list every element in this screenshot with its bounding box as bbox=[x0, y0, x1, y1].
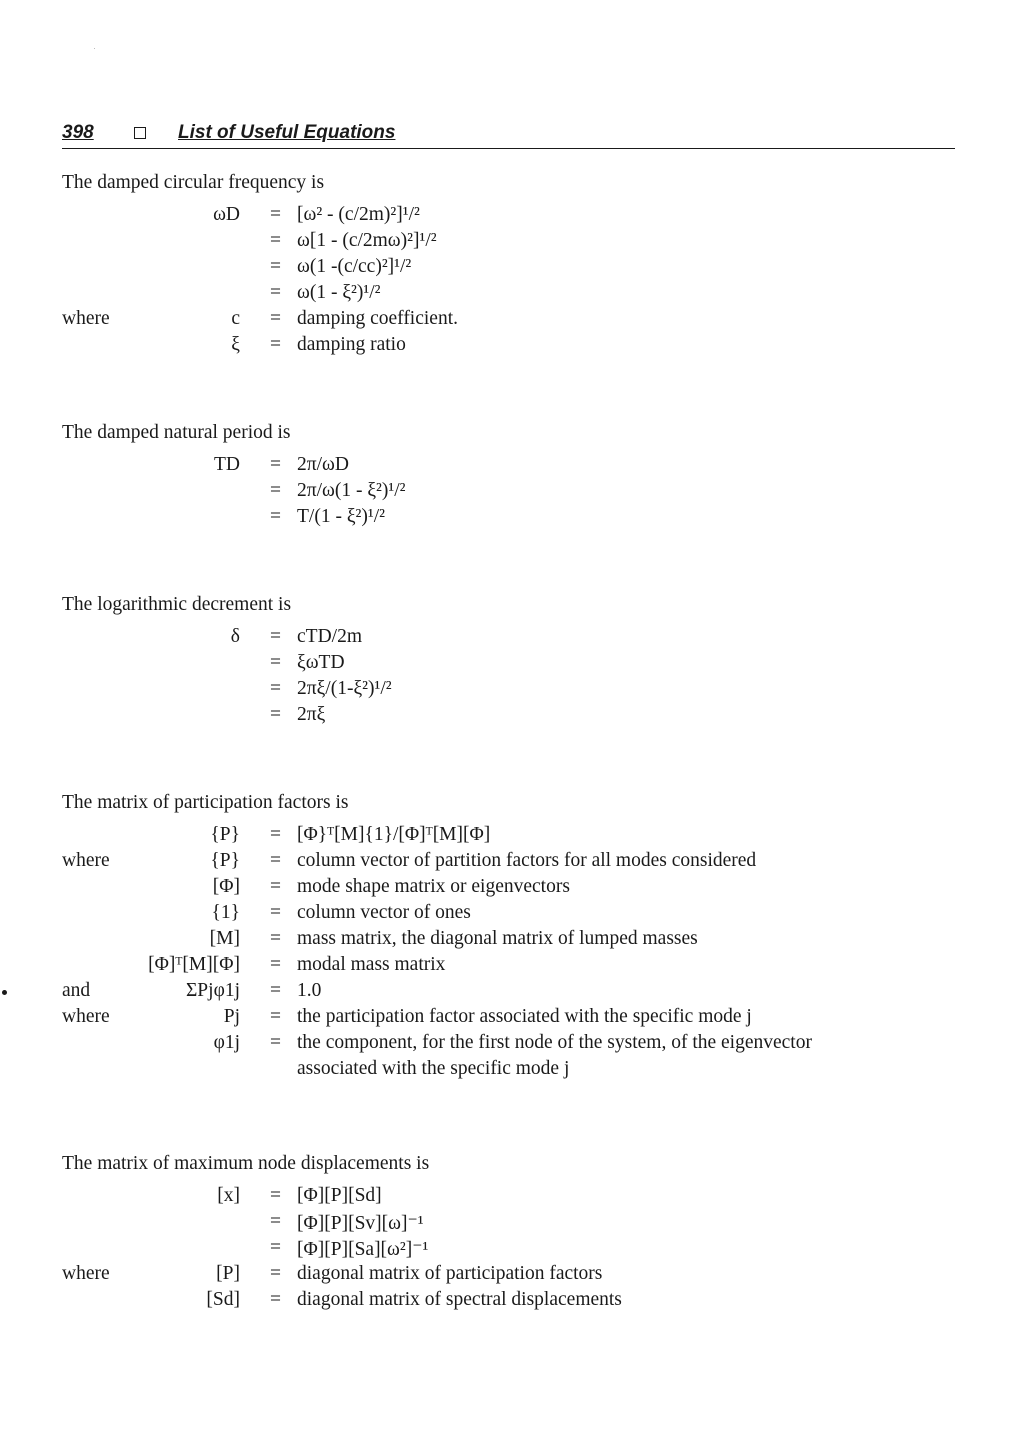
equation-symbol: ΣPjφ1j bbox=[185, 980, 240, 1001]
equals-sign: = bbox=[270, 308, 281, 329]
equals-sign: = bbox=[270, 876, 281, 897]
header-box-icon bbox=[134, 127, 146, 139]
equation-symbol: {P} bbox=[210, 824, 240, 845]
equals-sign: = bbox=[270, 824, 281, 845]
equation-symbol: [Φ] bbox=[212, 876, 240, 897]
equals-sign: = bbox=[270, 1006, 281, 1027]
equation-symbol: [x] bbox=[217, 1185, 240, 1206]
equation-rhs: [Φ}ᵀ[M]{1}/[Φ]ᵀ[M][Φ] bbox=[297, 824, 491, 845]
equation-row bbox=[0, 1211, 1020, 1237]
equation-row bbox=[0, 282, 1020, 308]
equation-symbol: {1} bbox=[211, 902, 240, 923]
equation-row bbox=[0, 1263, 1020, 1289]
equation-rhs: [Φ][P][Sd] bbox=[297, 1185, 382, 1206]
equals-sign: = bbox=[270, 230, 281, 251]
row-label: where bbox=[62, 850, 110, 871]
equals-sign: = bbox=[270, 704, 281, 725]
equation-symbol: {P} bbox=[210, 850, 240, 871]
equation-rhs: [Φ][P][Sv][ω]⁻¹ bbox=[297, 1213, 424, 1234]
equation-rhs: column vector of ones bbox=[297, 902, 471, 923]
equals-sign: = bbox=[270, 204, 281, 225]
equation-rhs: ω(1 - ξ²)¹/² bbox=[297, 282, 381, 303]
equation-row bbox=[0, 480, 1020, 506]
equals-sign: = bbox=[270, 1211, 281, 1232]
equation-symbol: TD bbox=[214, 454, 240, 475]
equation-rhs: the participation factor associated with the specific mode j bbox=[297, 1006, 752, 1027]
equation-row bbox=[0, 678, 1020, 704]
equals-sign: = bbox=[270, 334, 281, 355]
equation-row bbox=[0, 204, 1020, 230]
section-intro: The damped circular frequency is bbox=[62, 172, 325, 193]
equation-row bbox=[0, 308, 1020, 334]
equation-rhs: 2π/ω(1 - ξ²)¹/² bbox=[297, 480, 406, 501]
equals-sign: = bbox=[270, 1185, 281, 1206]
equation-row bbox=[0, 506, 1020, 532]
equation-row bbox=[0, 626, 1020, 652]
equation-rhs: 2πξ/(1-ξ²)¹/² bbox=[297, 678, 392, 699]
equation-rhs: modal mass matrix bbox=[297, 954, 446, 975]
equals-sign: = bbox=[270, 678, 281, 699]
section-intro: The matrix of participation factors is bbox=[62, 792, 349, 813]
section-intro: The matrix of maximum node displacements is bbox=[62, 1153, 430, 1174]
equation-rhs: the component, for the first node of the system, of the eigenvector bbox=[297, 1032, 812, 1053]
equals-sign: = bbox=[270, 1032, 281, 1053]
equation-rhs: 2πξ bbox=[297, 704, 326, 725]
equation-rhs: diagonal matrix of participation factors bbox=[297, 1263, 603, 1284]
section-intro: The logarithmic decrement is bbox=[62, 594, 292, 615]
equation-row bbox=[0, 928, 1020, 954]
running-header bbox=[62, 122, 955, 149]
equation-rhs: ω[1 - (c/2mω)²]¹/² bbox=[297, 230, 437, 251]
equation-rhs: damping ratio bbox=[297, 334, 406, 355]
equation-rhs: diagonal matrix of spectral displacements bbox=[297, 1289, 622, 1310]
equation-row bbox=[0, 850, 1020, 876]
row-label: where bbox=[62, 1006, 110, 1027]
equation-row bbox=[0, 1289, 1020, 1315]
equals-sign: = bbox=[270, 1237, 281, 1258]
equals-sign: = bbox=[270, 954, 281, 975]
equation-rhs: [ω² - (c/2m)²]¹/² bbox=[297, 204, 420, 225]
row-label: where bbox=[62, 308, 110, 329]
equation-rhs: damping coefficient. bbox=[297, 308, 458, 329]
equation-row bbox=[0, 954, 1020, 980]
equation-symbol: [Sd] bbox=[206, 1289, 240, 1310]
equation-row bbox=[0, 454, 1020, 480]
equation-row bbox=[0, 230, 1020, 256]
page-number: 398 bbox=[62, 122, 94, 143]
equation-rhs: ω(1 -(c/cc)²]¹/² bbox=[297, 256, 412, 277]
equation-symbol: [P] bbox=[216, 1263, 240, 1284]
equation-symbol: Pj bbox=[223, 1006, 240, 1027]
equation-rhs: [Φ][P][Sa][ω²]⁻¹ bbox=[297, 1239, 429, 1260]
row-label: and bbox=[62, 980, 91, 1001]
equation-symbol: ωD bbox=[213, 204, 240, 225]
equation-rhs: T/(1 - ξ²)¹/² bbox=[297, 506, 385, 527]
equals-sign: = bbox=[270, 850, 281, 871]
equals-sign: = bbox=[270, 480, 281, 501]
equation-rhs: associated with the specific mode j bbox=[297, 1058, 570, 1079]
equals-sign: = bbox=[270, 652, 281, 673]
equals-sign: = bbox=[270, 928, 281, 949]
equation-row bbox=[0, 902, 1020, 928]
equation-row bbox=[0, 1237, 1020, 1263]
equals-sign: = bbox=[270, 1263, 281, 1284]
equation-row bbox=[0, 1058, 1020, 1084]
equation-row bbox=[0, 652, 1020, 678]
equation-row bbox=[0, 256, 1020, 282]
equation-rhs: ξωTD bbox=[297, 652, 345, 673]
equals-sign: = bbox=[270, 256, 281, 277]
row-label: where bbox=[62, 1263, 110, 1284]
section-intro: The damped natural period is bbox=[62, 422, 291, 443]
page-corner-mark bbox=[94, 48, 95, 49]
equation-row bbox=[0, 876, 1020, 902]
equation-row bbox=[0, 704, 1020, 730]
equation-symbol: [Φ]ᵀ[M][Φ] bbox=[148, 954, 240, 975]
running-title: List of Useful Equations bbox=[178, 122, 396, 143]
equation-symbol: δ bbox=[230, 626, 240, 647]
equals-sign: = bbox=[270, 454, 281, 475]
equation-row bbox=[0, 334, 1020, 360]
equation-rhs: 1.0 bbox=[297, 980, 322, 1001]
equation-symbol: c bbox=[231, 308, 240, 329]
equation-symbol: φ1j bbox=[213, 1032, 240, 1053]
equals-sign: = bbox=[270, 506, 281, 527]
equation-rhs: cTD/2m bbox=[297, 626, 362, 647]
equation-row bbox=[0, 824, 1020, 850]
equals-sign: = bbox=[270, 626, 281, 647]
equation-rhs: mass matrix, the diagonal matrix of lumped masses bbox=[297, 928, 698, 949]
equation-rhs: 2π/ωD bbox=[297, 454, 349, 475]
equation-row bbox=[0, 1185, 1020, 1211]
equation-rhs: column vector of partition factors for all modes considered bbox=[297, 850, 757, 871]
equation-symbol: ξ bbox=[231, 334, 240, 355]
equation-row bbox=[0, 1006, 1020, 1032]
equation-row bbox=[0, 980, 1020, 1006]
equals-sign: = bbox=[270, 1289, 281, 1310]
equals-sign: = bbox=[270, 980, 281, 1001]
equation-row bbox=[0, 1032, 1020, 1058]
equation-rhs: mode shape matrix or eigenvectors bbox=[297, 876, 570, 897]
equals-sign: = bbox=[270, 902, 281, 923]
equation-symbol: [M] bbox=[209, 928, 240, 949]
equals-sign: = bbox=[270, 282, 281, 303]
